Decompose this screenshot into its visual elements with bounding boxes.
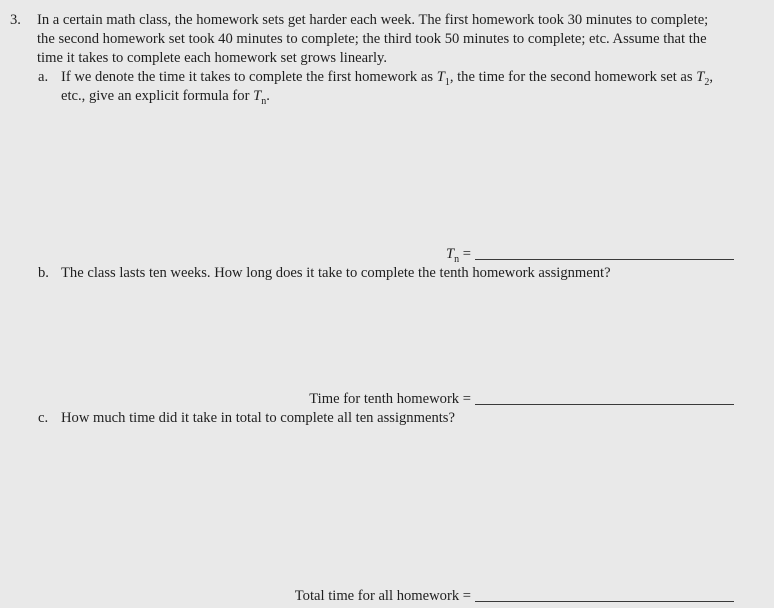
part-a-text: If we denote the time it takes to complete the first homework as $T_1$, the time for the second homework set as $T_2$, etc., give an explicit formula for $T_n$. [61,69,713,107]
answer-label-b: Time for tenth homework = [309,391,471,407]
part-b-letter: b. [38,265,49,281]
answer-row-a [446,245,734,264]
answer-blank-a[interactable] [475,247,734,260]
part-c-letter: c. [38,410,49,426]
answer-label-a: $T_n$ = [445,246,471,265]
question-number: 3. [10,12,21,28]
answer-row-b [309,390,734,409]
answer-blank-c[interactable] [475,589,734,602]
part-b-text: The class lasts ten weeks. How long does it take to complete the tenth homework assignment? [61,265,611,281]
part-a-letter: a. [38,69,49,85]
answer-blank-b[interactable] [475,392,734,405]
question-stem: In a certain math class, the homework sets get harder each week. The first homework took 30 minutes to complete; the second homework set took 40 minutes to complete; the third took 50 minutes to complete; etc. Assume that the time it takes to complete each homework set grows linearly. [37,12,709,66]
answer-label-c: Total time for all homework = [294,588,471,604]
part-c-text: How much time did it take in total to complete all ten assignments? [61,410,455,426]
answer-row-c [295,587,734,606]
